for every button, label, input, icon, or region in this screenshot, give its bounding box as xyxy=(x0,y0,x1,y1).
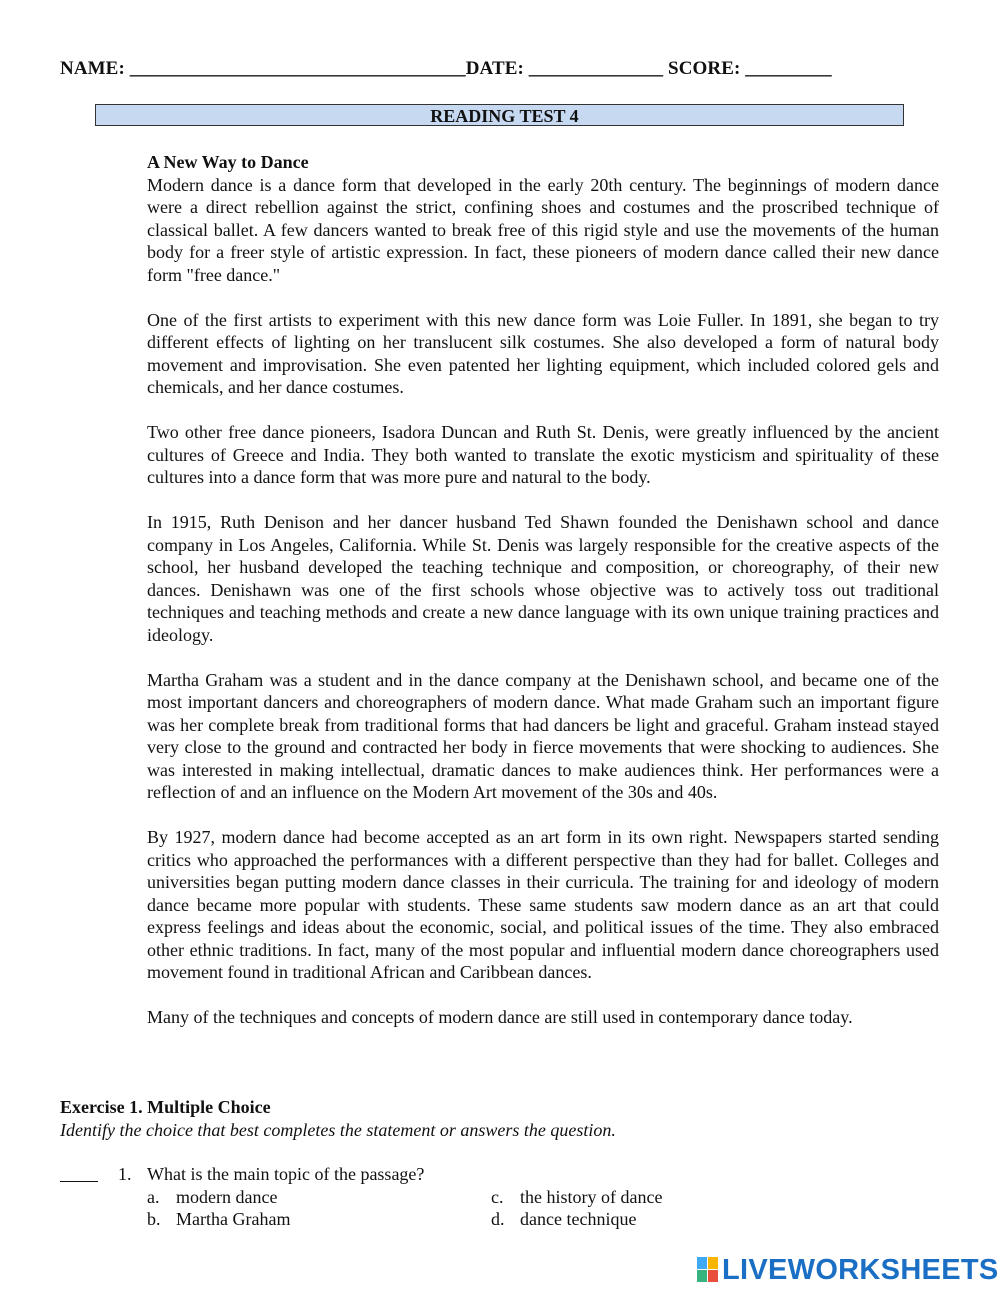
brand-text: LIVEWORKSHEETS xyxy=(722,1253,999,1286)
exercise-header xyxy=(60,1096,940,1141)
option-a[interactable] xyxy=(147,1186,277,1209)
title-bar xyxy=(95,104,904,126)
option-letter: b. xyxy=(147,1209,161,1229)
option-letter: d. xyxy=(491,1209,505,1229)
option-b[interactable] xyxy=(147,1208,290,1231)
option-text: Martha Graham xyxy=(176,1209,291,1229)
liveworksheets-logo-icon xyxy=(697,1257,719,1283)
option-text: dance technique xyxy=(520,1209,637,1229)
option-text: modern dance xyxy=(176,1186,278,1207)
option-c[interactable] xyxy=(491,1186,662,1209)
passage-paragraph-2: One of the first artists to experiment with this new dance form was Loie Fuller. In 1891, she began to try different effects of lighting on her translucent silk costumes. She also developed a form of natural body movement and improvisation. She even patented her lighting equipment, which included colored gels and chemicals, and her dance costumes. xyxy=(147,309,939,397)
passage-paragraph-7: Many of the techniques and concepts of modern dance are still used in contemporary dance today. xyxy=(147,1007,853,1027)
option-text: the history of dance xyxy=(520,1186,663,1207)
option-letter: c. xyxy=(491,1186,504,1207)
question-text: What is the main topic of the passage? xyxy=(147,1164,425,1184)
passage-paragraph-1: Modern dance is a dance form that developed in the early 20th century. The beginnings of modern dance were a direct rebellion against the strict, confining shoes and costumes and the proscribed technique of classical ballet. A few dancers wanted to break free of this rigid style and use the movements of the human body for a freer style of artistic expression. In fact, these pioneers of modern dance called their new dance form "free dance." xyxy=(147,174,939,285)
passage-paragraph-6: By 1927, modern dance had become accepted as an art form in its own right. Newspapers started sending critics who approached the performances with a different perspective than they had for ballet. Colleges and universities began putting modern dance classes in their curricula. The training for and ideology of modern dance became more popular with students. These same students saw modern dance as an art that could express feelings and ideas about the economic, social, and political issues of the time. They also embraced other ethnic traditions. In fact, many of the most popular and influential modern dance choreographers used movement found in traditional African and Caribbean dances. xyxy=(147,827,939,982)
answer-blank[interactable] xyxy=(60,1163,98,1182)
test-title: READING TEST 4 xyxy=(430,106,579,126)
option-d[interactable] xyxy=(491,1208,636,1231)
passage-paragraph-4: In 1915, Ruth Denison and her dancer husband Ted Shawn founded the Denishawn school and dance company in Los Angeles, California. While St. Denis was largely responsible for the creative aspects of the school, her husband developed the teaching technique and composition, or choreography, of their new dances. Denishawn was one of the first schools whose objective was to actively toss out traditional techniques and teaching methods and create a new dance language with its own unique training practices and ideology. xyxy=(147,512,939,645)
question-number: 1. xyxy=(118,1164,132,1184)
reading-passage xyxy=(147,151,939,1051)
passage-paragraph-5: Martha Graham was a student and in the dance company at the Denishawn school, and became one of the most important dancers and choreographers of modern dance. What made Graham such an important figure was her complete break from traditional forms that had dancers be light and graceful. Graham instead stayed very close to the ground and contracted her body in fierce movements that were shocking to audiences. She was interested in making intellectual, dramatic dances to make audiences think. Her performances were a reflection of and an influence on the Modern Art movement of the 30s and 40s. xyxy=(147,669,939,802)
liveworksheets-logo xyxy=(697,1255,999,1285)
passage-title: A New Way to Dance xyxy=(147,152,309,172)
option-letter: a. xyxy=(147,1186,160,1207)
passage-paragraph-3: Two other free dance pioneers, Isadora Duncan and Ruth St. Denis, were greatly influenced by the ancient cultures of Greece and India. They both wanted to translate the exotic mysticism and spirituality of these cultures into a dance form that was more pure and natural to the body. xyxy=(147,422,939,487)
header-fields: NAME: ___________________________________DATE: ______________ SCORE: _________ xyxy=(60,58,832,79)
exercise-title: Exercise 1. Multiple Choice xyxy=(60,1097,271,1117)
exercise-instructions: Identify the choice that best completes the statement or answers the question. xyxy=(60,1119,616,1140)
